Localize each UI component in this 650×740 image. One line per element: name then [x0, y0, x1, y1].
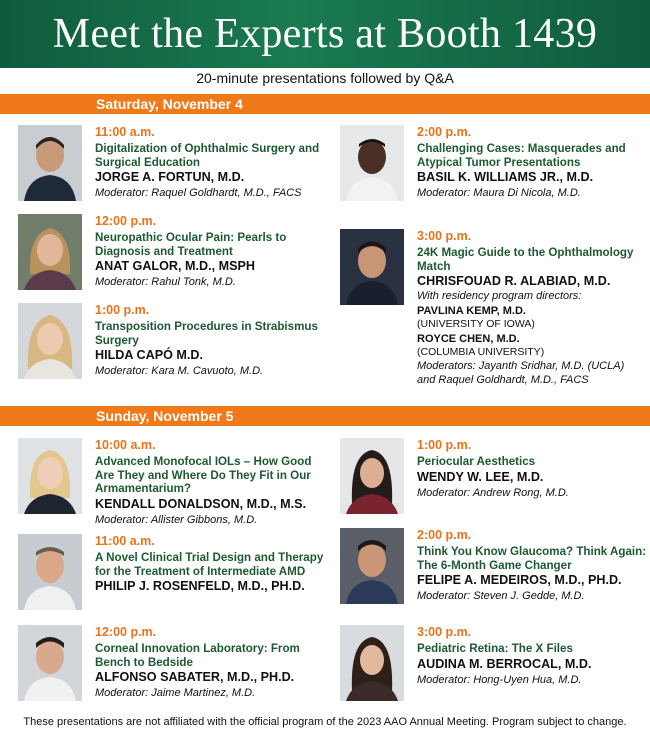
- session-title: A Novel Clinical Trial Design and Therapy for the Treatment of Intermediate AMD: [95, 551, 324, 578]
- session-time: 2:00 p.m.: [417, 125, 472, 139]
- session-title: Corneal Innovation Laboratory: From Bench to Bedside: [95, 642, 300, 669]
- session-time: 11:00 a.m.: [95, 534, 155, 548]
- speaker-name: KENDALL DONALDSON, M.D., M.S.: [95, 496, 307, 511]
- moderator: Moderator: Steven J. Gedde, M.D.: [417, 590, 585, 602]
- speaker-photo: [18, 303, 82, 379]
- speaker-name: WENDY W. LEE, M.D.: [417, 469, 544, 484]
- moderator: Moderator: Raquel Goldhardt, M.D., FACS: [95, 187, 302, 199]
- speaker-name: AUDINA M. BERROCAL, M.D.: [417, 656, 592, 671]
- session-title: Periocular Aesthetics: [417, 455, 536, 468]
- session-title: Digitalization of Ophthalmic Surgery and Surgical Education: [95, 142, 320, 169]
- director-affiliation: (UNIVERSITY OF IOWA): [417, 318, 535, 330]
- speaker-name: HILDA CAPÓ M.D.: [95, 348, 203, 362]
- speaker-name: PHILIP J. ROSENFELD, M.D., PH.D.: [95, 579, 305, 593]
- moderator: Moderator: Maura Di Nicola, M.D.: [417, 187, 581, 199]
- session-time: 3:00 p.m.: [417, 625, 472, 639]
- page-title: Meet the Experts at Booth 1439: [52, 11, 598, 57]
- speaker-photo: [18, 625, 82, 701]
- speaker-photo: [18, 125, 82, 201]
- moderator: Moderator: Hong-Uyen Hua, M.D.: [417, 673, 582, 686]
- session-time: 12:00 p.m.: [95, 214, 157, 228]
- speaker-photo: [340, 229, 404, 305]
- session-time: 1:00 p.m.: [95, 303, 150, 317]
- session-title: Challenging Cases: Masquerades and Atypical Tumor Presentations: [417, 142, 626, 169]
- speaker-photo: [340, 125, 404, 201]
- session-time: 12:00 p.m.: [95, 625, 157, 639]
- speaker-name: FELIPE A. MEDEIROS, M.D., PH.D.: [417, 573, 622, 587]
- director-name: PAVLINA KEMP, M.D.: [417, 305, 526, 317]
- speaker-name: ALFONSO SABATER, M.D., PH.D.: [95, 670, 295, 684]
- day-band-sunday: Sunday, November 5: [0, 406, 650, 426]
- moderator: Moderator: Jaime Martinez, M.D.: [95, 687, 256, 699]
- director-name: ROYCE CHEN, M.D.: [417, 333, 520, 345]
- moderator: and Raquel Goldhardt, M.D., FACS: [417, 374, 589, 386]
- session-title: Think You Know Glaucoma? Think Again: The 6-Month Game Changer: [417, 545, 647, 572]
- speaker-photo: [340, 438, 404, 514]
- speaker-photo: [18, 438, 82, 514]
- speaker-name: CHRISFOUAD R. ALABIAD, M.D.: [417, 274, 611, 288]
- session-time: 10:00 a.m.: [95, 438, 156, 452]
- moderator: Moderator: Andrew Rong, M.D.: [417, 486, 569, 499]
- speaker-name: ANAT GALOR, M.D., MSPH: [95, 259, 255, 273]
- session-title: Pediatric Retina: The X Files: [417, 642, 573, 655]
- session-time: 1:00 p.m.: [417, 438, 472, 452]
- disclaimer: These presentations are not affiliated with the official program of the 2023 AAO Annual Meeting. Program subject to change.: [23, 716, 627, 728]
- session-time: 2:00 p.m.: [417, 528, 472, 542]
- day-band-saturday: Saturday, November 4: [0, 94, 650, 114]
- session-time: 11:00 a.m.: [95, 125, 155, 139]
- speaker-name: JORGE A. FORTUN, M.D.: [95, 170, 245, 184]
- speaker-photo: [18, 214, 82, 290]
- subtitle: 20-minute presentations followed by Q&A: [196, 70, 454, 86]
- session-title: 24K Magic Guide to the Ophthalmology Match: [417, 246, 634, 273]
- header-banner: [0, 0, 650, 68]
- session-title: Transposition Procedures in Strabismus Surgery: [95, 320, 318, 347]
- moderator: Moderator: Rahul Tonk, M.D.: [95, 276, 236, 288]
- moderator: Moderators: Jayanth Sridhar, M.D. (UCLA): [417, 360, 625, 372]
- speaker-photo: [340, 528, 404, 604]
- session-time: 3:00 p.m.: [417, 229, 472, 243]
- session-title: Advanced Monofocal IOLs – How Good Are They and Where Do They Fit in Our Armamentarium?: [95, 455, 312, 495]
- moderator: Moderator: Kara M. Cavuoto, M.D.: [95, 365, 264, 377]
- speaker-photo: [18, 534, 82, 610]
- speaker-photo: [340, 625, 404, 701]
- director-affiliation: (COLUMBIA UNIVERSITY): [417, 346, 545, 358]
- moderator: Moderator: Allister Gibbons, M.D.: [95, 513, 258, 526]
- speaker-name: BASIL K. WILLIAMS JR., M.D.: [417, 170, 594, 184]
- with-note: With residency program directors:: [417, 290, 582, 302]
- session-title: Neuropathic Ocular Pain: Pearls to Diagnosis and Treatment: [95, 231, 287, 258]
